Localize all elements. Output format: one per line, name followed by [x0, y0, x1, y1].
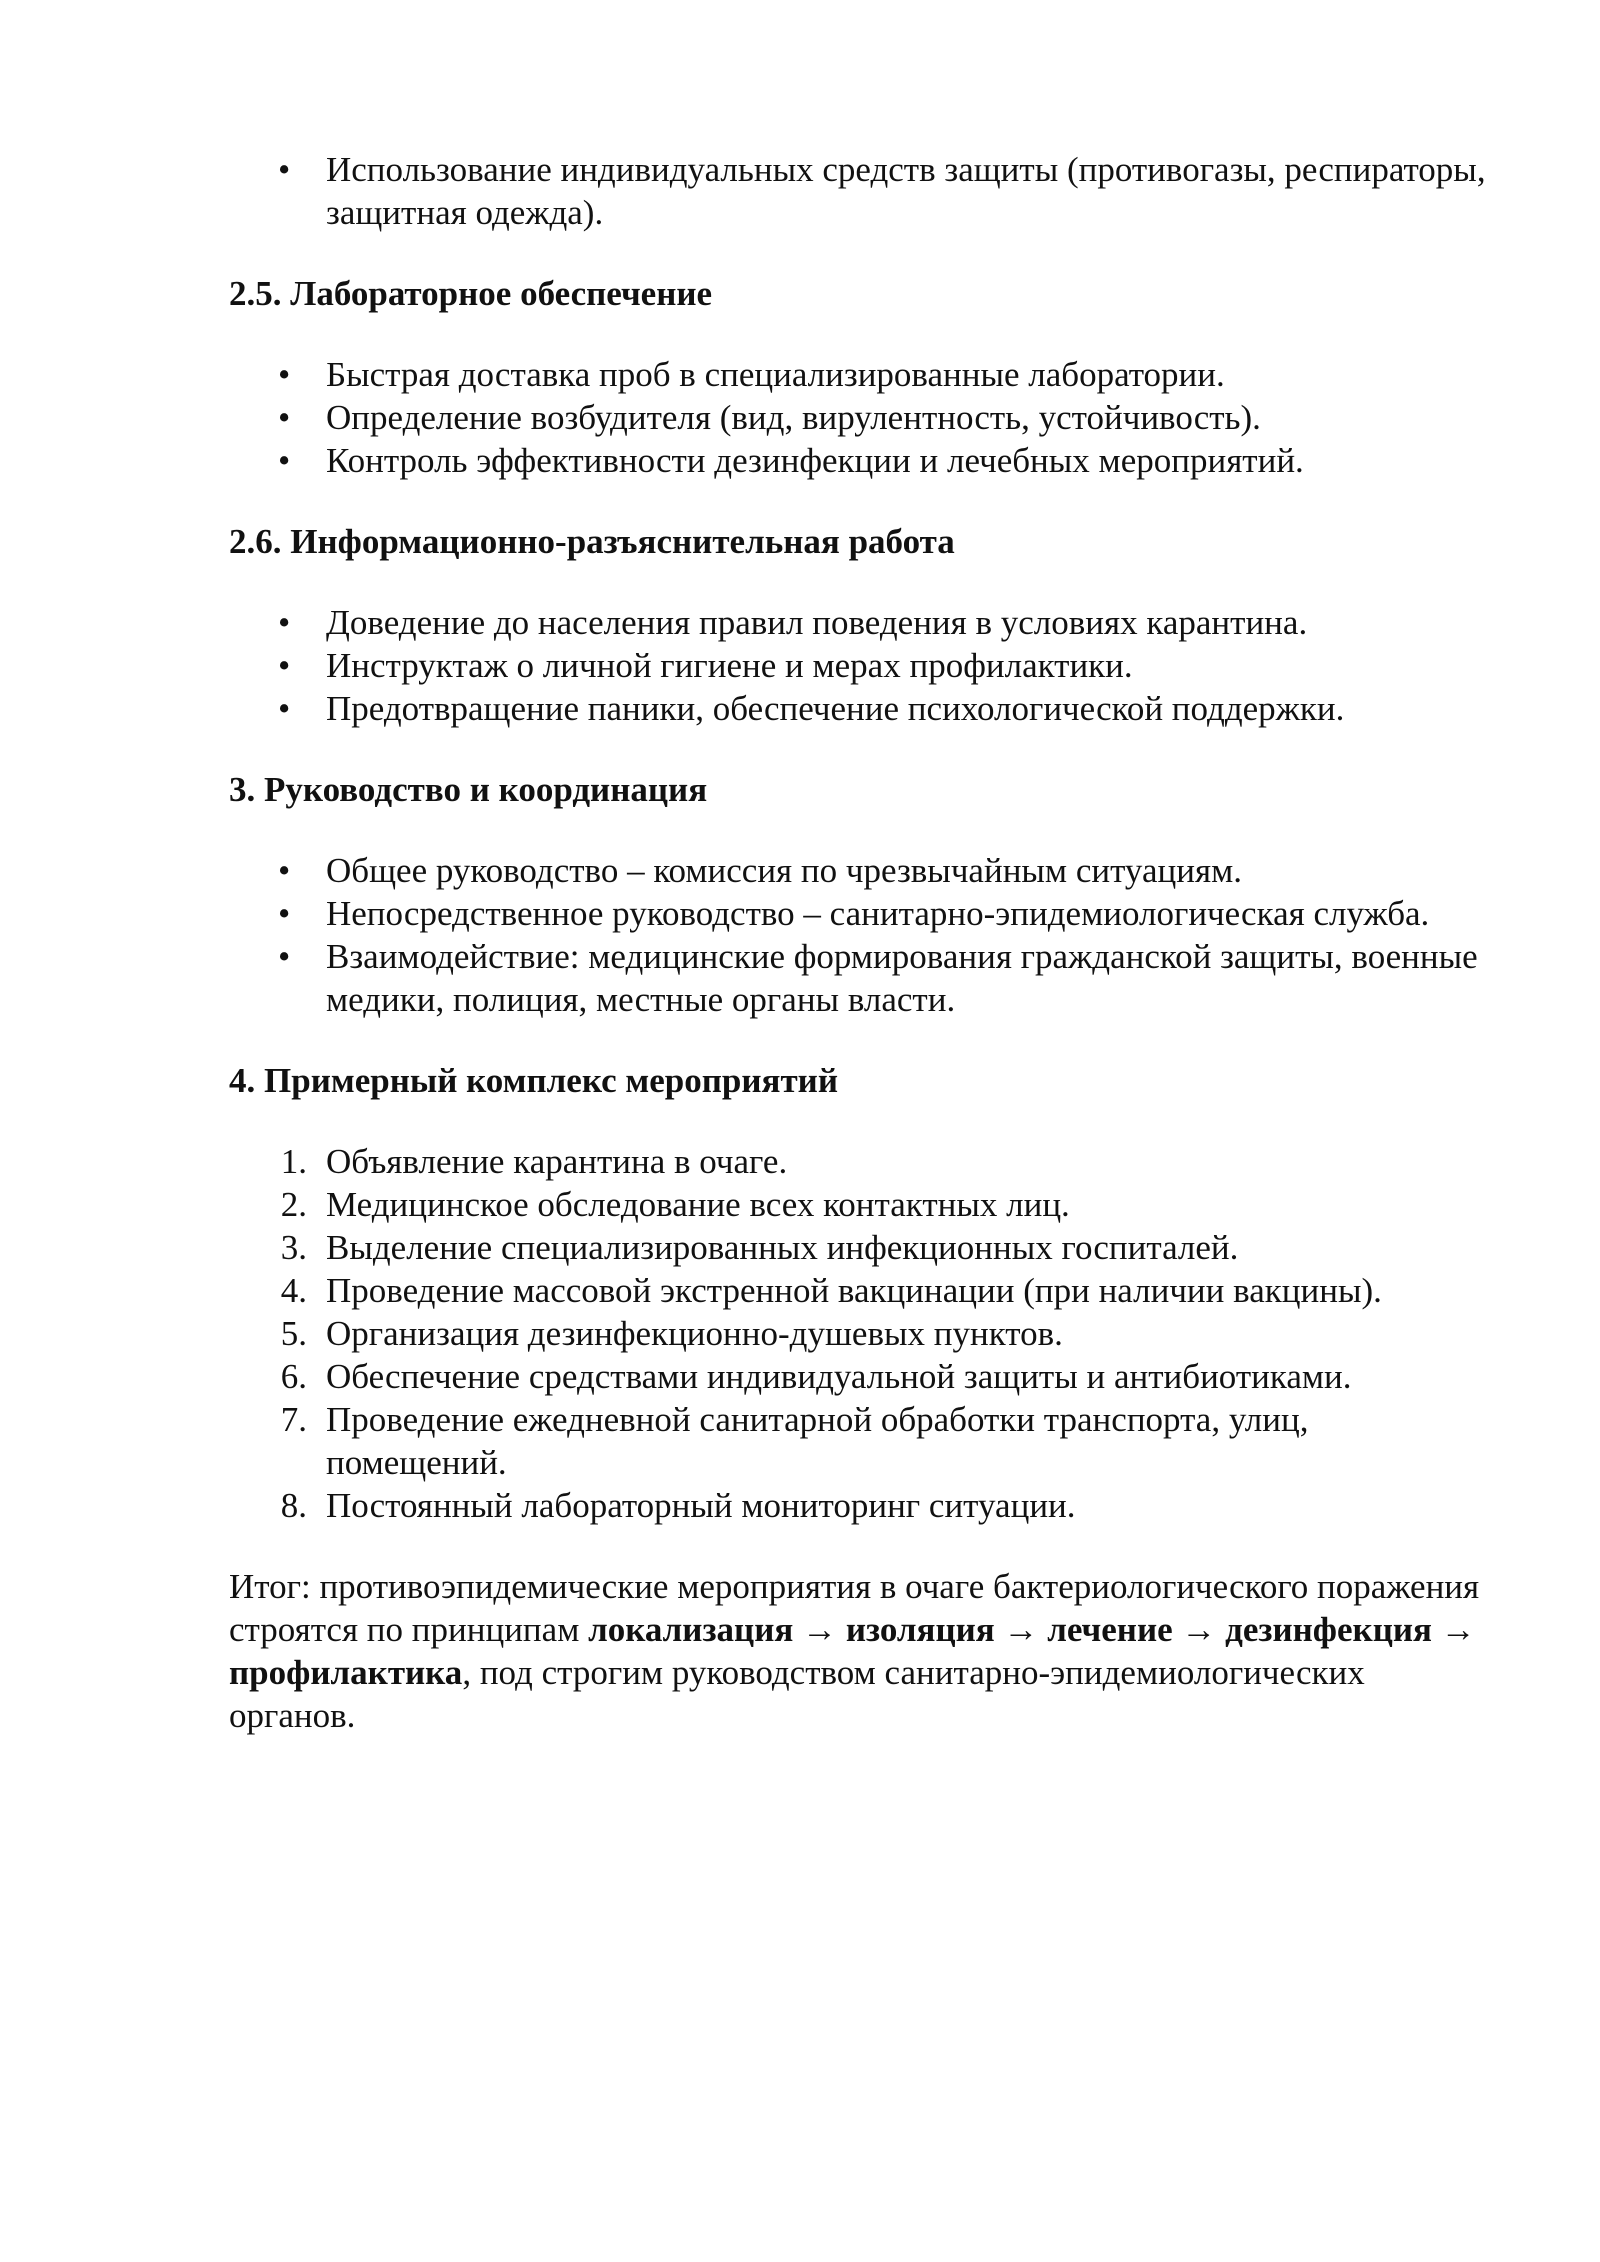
list-number: 8. — [280, 1486, 307, 1525]
summary-paragraph — [229, 1565, 1489, 1737]
document-content — [229, 148, 1489, 1737]
numbered-list-item — [229, 1140, 1489, 1183]
list-number: 5. — [280, 1314, 307, 1353]
list-item-text: Непосредственное руководство – санитарно-эпидемиологическая служба. — [326, 894, 1430, 933]
list-item-text: Проведение ежедневной санитарной обработки транспорта, улиц, помещений. — [326, 1400, 1309, 1482]
bullet-icon: • — [278, 603, 291, 642]
list-item-text: Определение возбудителя (вид, вирулентность, устойчивость). — [326, 398, 1261, 437]
bullet-icon: • — [278, 646, 291, 685]
numbered-list-item — [229, 1183, 1489, 1226]
principle-prevention: профилактика — [229, 1653, 463, 1692]
list-item-text: Постоянный лабораторный мониторинг ситуации. — [326, 1486, 1076, 1525]
section-heading-4: 4. Примерный комплекс мероприятий — [229, 1061, 838, 1100]
list-item-text: Контроль эффективности дезинфекции и лечебных мероприятий. — [326, 441, 1304, 480]
section-2-6-list — [229, 601, 1489, 730]
numbered-list-item — [229, 1398, 1489, 1484]
list-item — [229, 892, 1489, 935]
bullet-icon: • — [278, 355, 291, 394]
list-item-text: Проведение массовой экстренной вакцинации (при наличии вакцины). — [326, 1271, 1382, 1310]
section-heading-2-5: 2.5. Лабораторное обеспечение — [229, 274, 713, 313]
bullet-icon: • — [278, 851, 291, 890]
list-item — [229, 439, 1489, 482]
list-item — [229, 935, 1489, 1021]
numbered-list-item — [229, 1312, 1489, 1355]
section-2-5-list — [229, 353, 1489, 482]
list-item-text: Взаимодействие: медицинские формирования гражданской защиты, военные медики, полиция, местные органы власти. — [326, 937, 1478, 1019]
list-item-text: Инструктаж о личной гигиене и мерах профилактики. — [326, 646, 1133, 685]
arrow-icon: → — [994, 1610, 1048, 1649]
list-item-text: Медицинское обследование всех контактных лиц. — [326, 1185, 1070, 1224]
list-number: 6. — [280, 1357, 307, 1396]
list-item-text: Доведение до населения правил поведения в условиях карантина. — [326, 603, 1308, 642]
list-item-text: Использование индивидуальных средств защиты (противогазы, респираторы, защитная одежда). — [326, 150, 1486, 232]
list-number: 7. — [280, 1400, 307, 1439]
section-4-numbered-list — [229, 1140, 1489, 1527]
list-item-text: Быстрая доставка проб в специализированные лаборатории. — [326, 355, 1225, 394]
bullet-icon: • — [278, 441, 291, 480]
principle-isolation: изоляция — [845, 1610, 995, 1649]
bullet-icon: • — [278, 937, 291, 976]
summary-lead: Итог: противоэпидемические мероприятия в очаге бактериологического поражения строятся по принципам — [229, 1567, 1480, 1649]
bullet-icon: • — [278, 150, 291, 189]
list-item — [229, 148, 1489, 234]
arrow-icon: → — [793, 1610, 846, 1649]
numbered-list-item — [229, 1226, 1489, 1269]
list-item-text: Предотвращение паники, обеспечение психологической поддержки. — [326, 689, 1345, 728]
list-item — [229, 849, 1489, 892]
list-item — [229, 396, 1489, 439]
section-heading-3: 3. Руководство и координация — [229, 770, 708, 809]
section-heading-2-6: 2.6. Информационно-разъяснительная работа — [229, 522, 955, 561]
principle-treatment: лечение — [1047, 1610, 1173, 1649]
numbered-list-item — [229, 1269, 1489, 1312]
list-item — [229, 353, 1489, 396]
list-item — [229, 644, 1489, 687]
summary-tail: , под строгим руководством санитарно-эпидемиологических органов. — [229, 1653, 1365, 1735]
list-item — [229, 601, 1489, 644]
numbered-list-item — [229, 1355, 1489, 1398]
list-number: 3. — [280, 1228, 307, 1267]
list-item-text: Выделение специализированных инфекционных госпиталей. — [326, 1228, 1239, 1267]
section-3-list — [229, 849, 1489, 1021]
numbered-list-item — [229, 1484, 1489, 1527]
list-number: 1. — [280, 1142, 307, 1181]
arrow-icon: → — [1172, 1610, 1226, 1649]
arrow-icon: → — [1432, 1610, 1476, 1649]
list-item-text: Обеспечение средствами индивидуальной защиты и антибиотиками. — [326, 1357, 1352, 1396]
top-bullet-list — [229, 148, 1489, 234]
principle-disinfection: дезинфекция — [1225, 1610, 1432, 1649]
list-item-text: Организация дезинфекционно-душевых пунктов. — [326, 1314, 1063, 1353]
list-number: 4. — [280, 1271, 307, 1310]
list-item — [229, 687, 1489, 730]
list-number: 2. — [280, 1185, 307, 1224]
list-item-text: Общее руководство – комиссия по чрезвычайным ситуациям. — [326, 851, 1242, 890]
bullet-icon: • — [278, 398, 291, 437]
principle-localization: локализация — [588, 1610, 794, 1649]
bullet-icon: • — [278, 689, 291, 728]
bullet-icon: • — [278, 894, 291, 933]
list-item-text: Объявление карантина в очаге. — [326, 1142, 788, 1181]
